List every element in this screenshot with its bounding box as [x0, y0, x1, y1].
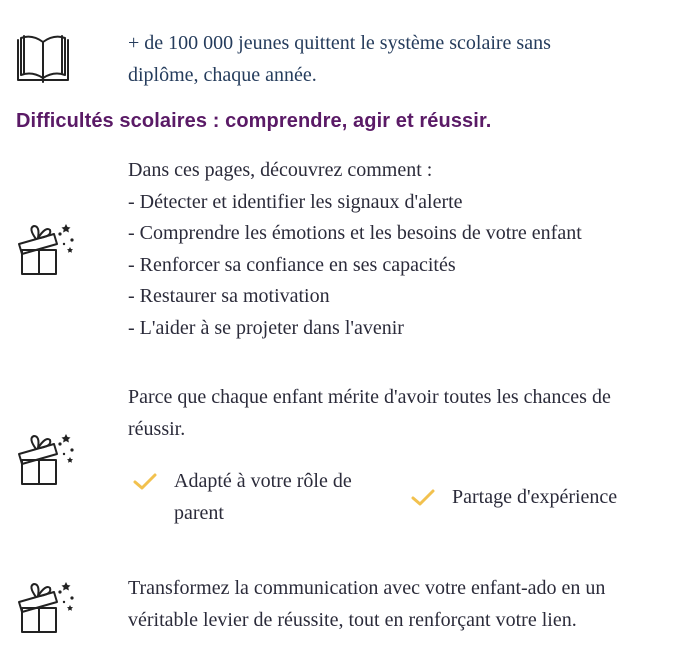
feature-check-1-line: parent	[174, 501, 224, 524]
section-2-line: réussir.	[128, 417, 186, 440]
section-1-line: - Détecter et identifier les signaux d'alerte	[128, 190, 463, 213]
section-2-line: Parce que chaque enfant mérite d'avoir toutes les chances de	[128, 386, 611, 408]
feature-check-1	[132, 466, 392, 530]
open-book-icon	[14, 30, 72, 88]
check-icon	[132, 472, 158, 492]
check-icon	[410, 488, 436, 508]
section-1-text	[128, 155, 658, 344]
section-heading: Difficultés scolaires : comprendre, agir et réussir.	[16, 110, 492, 132]
section-1-line: - Restaurer sa motivation	[128, 285, 330, 307]
section-1-line: - Comprendre les émotions et les besoins de votre enfant	[128, 222, 582, 244]
section-2-text	[128, 382, 658, 445]
intro-text	[128, 28, 658, 91]
section-3-text	[128, 573, 658, 636]
section-1-line: Dans ces pages, découvrez comment :	[128, 159, 433, 181]
gift-icon	[16, 578, 78, 636]
section-1-line: - Renforcer sa confiance en ses capacités	[128, 253, 456, 276]
gift-icon	[16, 220, 78, 278]
gift-icon	[16, 430, 78, 488]
feature-check-2	[410, 482, 670, 514]
section-3-line: véritable levier de réussite, tout en renforçant votre lien.	[128, 608, 577, 631]
intro-line-2: diplôme, chaque année.	[128, 63, 317, 86]
section-1-line: - L'aider à se projeter dans l'avenir	[128, 316, 404, 339]
feature-check-1-line: Adapté à votre rôle de	[174, 470, 352, 492]
feature-check-2-line: Partage d'expérience	[452, 486, 618, 508]
section-3-line: Transformez la communication avec votre enfant-ado en un	[128, 577, 606, 599]
intro-line-1: + de 100 000 jeunes quittent le système scolaire sans	[128, 32, 551, 54]
